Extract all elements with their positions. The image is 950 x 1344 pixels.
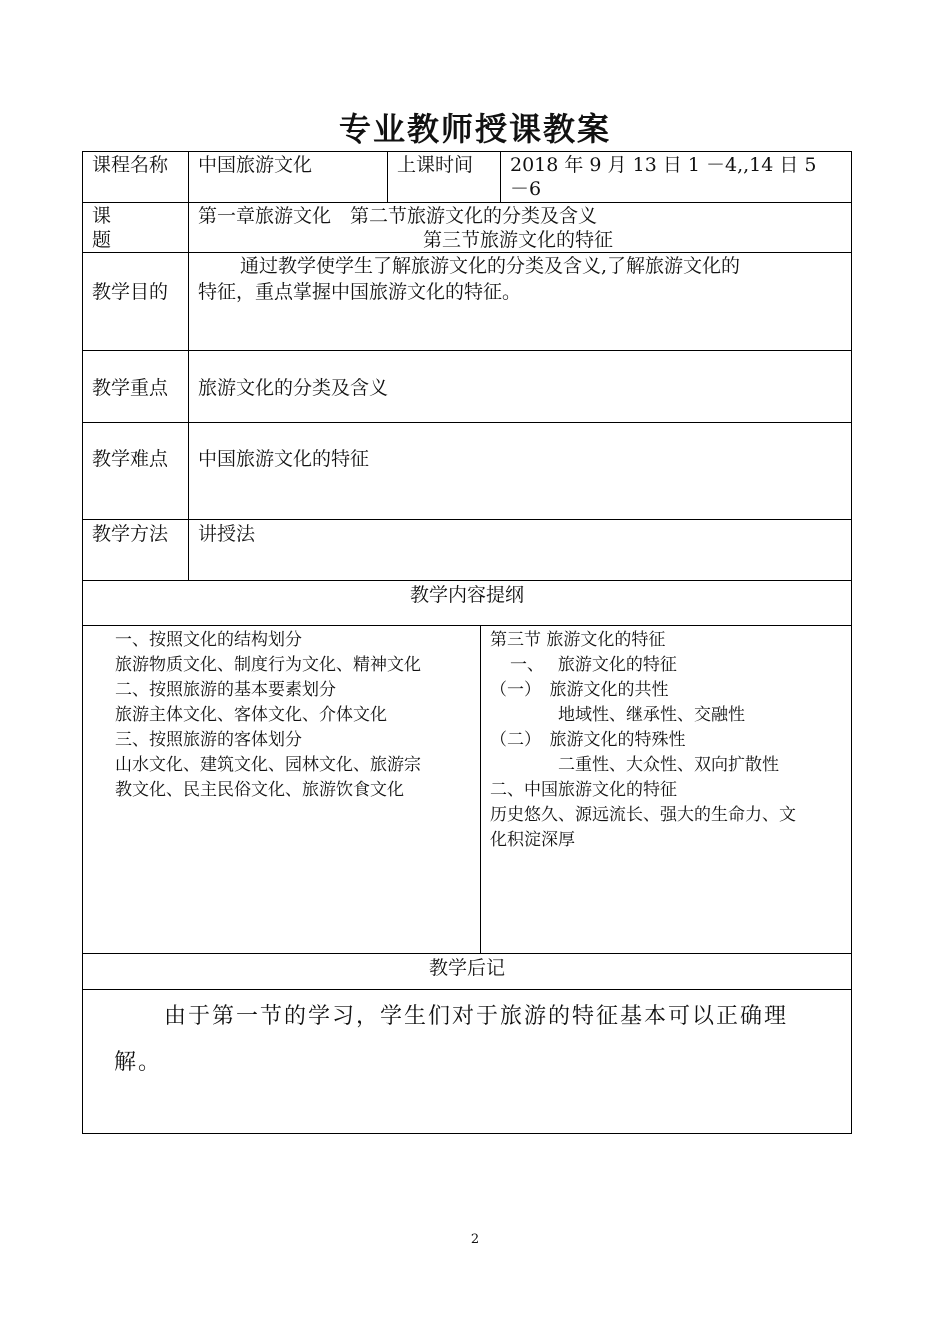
table-border-right <box>851 151 852 1134</box>
method-value: 讲授法 <box>198 523 256 545</box>
course-name-label: 课程名称 <box>92 154 169 176</box>
page-number: 2 <box>470 1232 480 1247</box>
table-border-top <box>82 151 852 152</box>
outline-left-line: 教文化、民主民俗文化、旅游饮食文化 <box>115 780 404 800</box>
objective-line2: 特征，重点掌握中国旅游文化的特征。 <box>198 281 522 303</box>
difficulty-value: 中国旅游文化的特征 <box>198 448 370 470</box>
key-point-value: 旅游文化的分类及含义 <box>198 377 389 399</box>
row-divider <box>82 202 852 203</box>
outline-right-line: 历史悠久、源远流长、强大的生命力、文 <box>490 805 796 825</box>
outline-left-line: 一、按照文化的结构划分 <box>115 630 302 650</box>
outline-column-divider <box>480 625 481 954</box>
outline-right-line: （一） 旅游文化的共性 <box>490 680 669 700</box>
outline-left-line: 旅游物质文化、制度行为文化、精神文化 <box>115 655 421 675</box>
postscript-line2: 解。 <box>114 1050 163 1075</box>
outline-left-line: 旅游主体文化、客体文化、介体文化 <box>115 705 387 725</box>
outline-right-line: 一、 旅游文化的特征 <box>510 655 677 675</box>
table-border-left <box>82 151 83 1134</box>
difficulty-label: 教学难点 <box>92 448 169 470</box>
time-label-divider-left <box>387 151 388 203</box>
postscript-line1: 由于第一节的学习，学生们对于旅游的特征基本可以正确理 <box>164 1004 789 1029</box>
row-divider <box>82 422 852 423</box>
method-label: 教学方法 <box>92 523 169 545</box>
table-border-bottom <box>82 1133 852 1134</box>
time-label-divider-right <box>500 151 501 203</box>
row-divider <box>82 953 852 954</box>
row-divider <box>82 625 852 626</box>
outline-left-line: 二、按照旅游的基本要素划分 <box>115 680 336 700</box>
class-time-label: 上课时间 <box>397 154 474 176</box>
outline-right-line: （二） 旅游文化的特殊性 <box>490 730 686 750</box>
row-divider <box>82 350 852 351</box>
outline-right-line: 二重性、大众性、双向扩散性 <box>558 755 779 775</box>
topic-label-line1: 课 <box>92 205 112 227</box>
topic-value-line1: 第一章旅游文化 第二节旅游文化的分类及含义 <box>198 205 598 227</box>
objective-line1: 通过教学使学生了解旅游文化的分类及含义,了解旅游文化的 <box>240 255 741 277</box>
row-divider <box>82 519 852 520</box>
class-time-value-line1: 2018 年 9 月 13 日 1 －4,,14 日 5 <box>510 154 817 176</box>
row-divider <box>82 580 852 581</box>
course-name-value: 中国旅游文化 <box>198 154 313 176</box>
topic-label-line2: 题 <box>92 229 112 251</box>
outline-right-line: 地域性、继承性、交融性 <box>558 705 745 725</box>
class-time-value-line2: －6 <box>510 178 542 200</box>
page-title: 专业教师授课教案 <box>338 110 611 148</box>
label-column-divider <box>188 151 189 581</box>
outline-right-line: 化积淀深厚 <box>490 830 575 850</box>
topic-value-line2: 第三节旅游文化的特征 <box>423 229 614 251</box>
outline-right-line: 第三节 旅游文化的特征 <box>490 630 666 650</box>
key-point-label: 教学重点 <box>92 377 169 399</box>
objective-label: 教学目的 <box>92 281 169 303</box>
outline-left-line: 三、按照旅游的客体划分 <box>115 730 302 750</box>
outline-header: 教学内容提纲 <box>409 584 524 606</box>
outline-left-line: 山水文化、建筑文化、园林文化、旅游宗 <box>115 755 421 775</box>
outline-right-line: 二、中国旅游文化的特征 <box>490 780 677 800</box>
row-divider <box>82 989 852 990</box>
postscript-header: 教学后记 <box>428 957 505 979</box>
